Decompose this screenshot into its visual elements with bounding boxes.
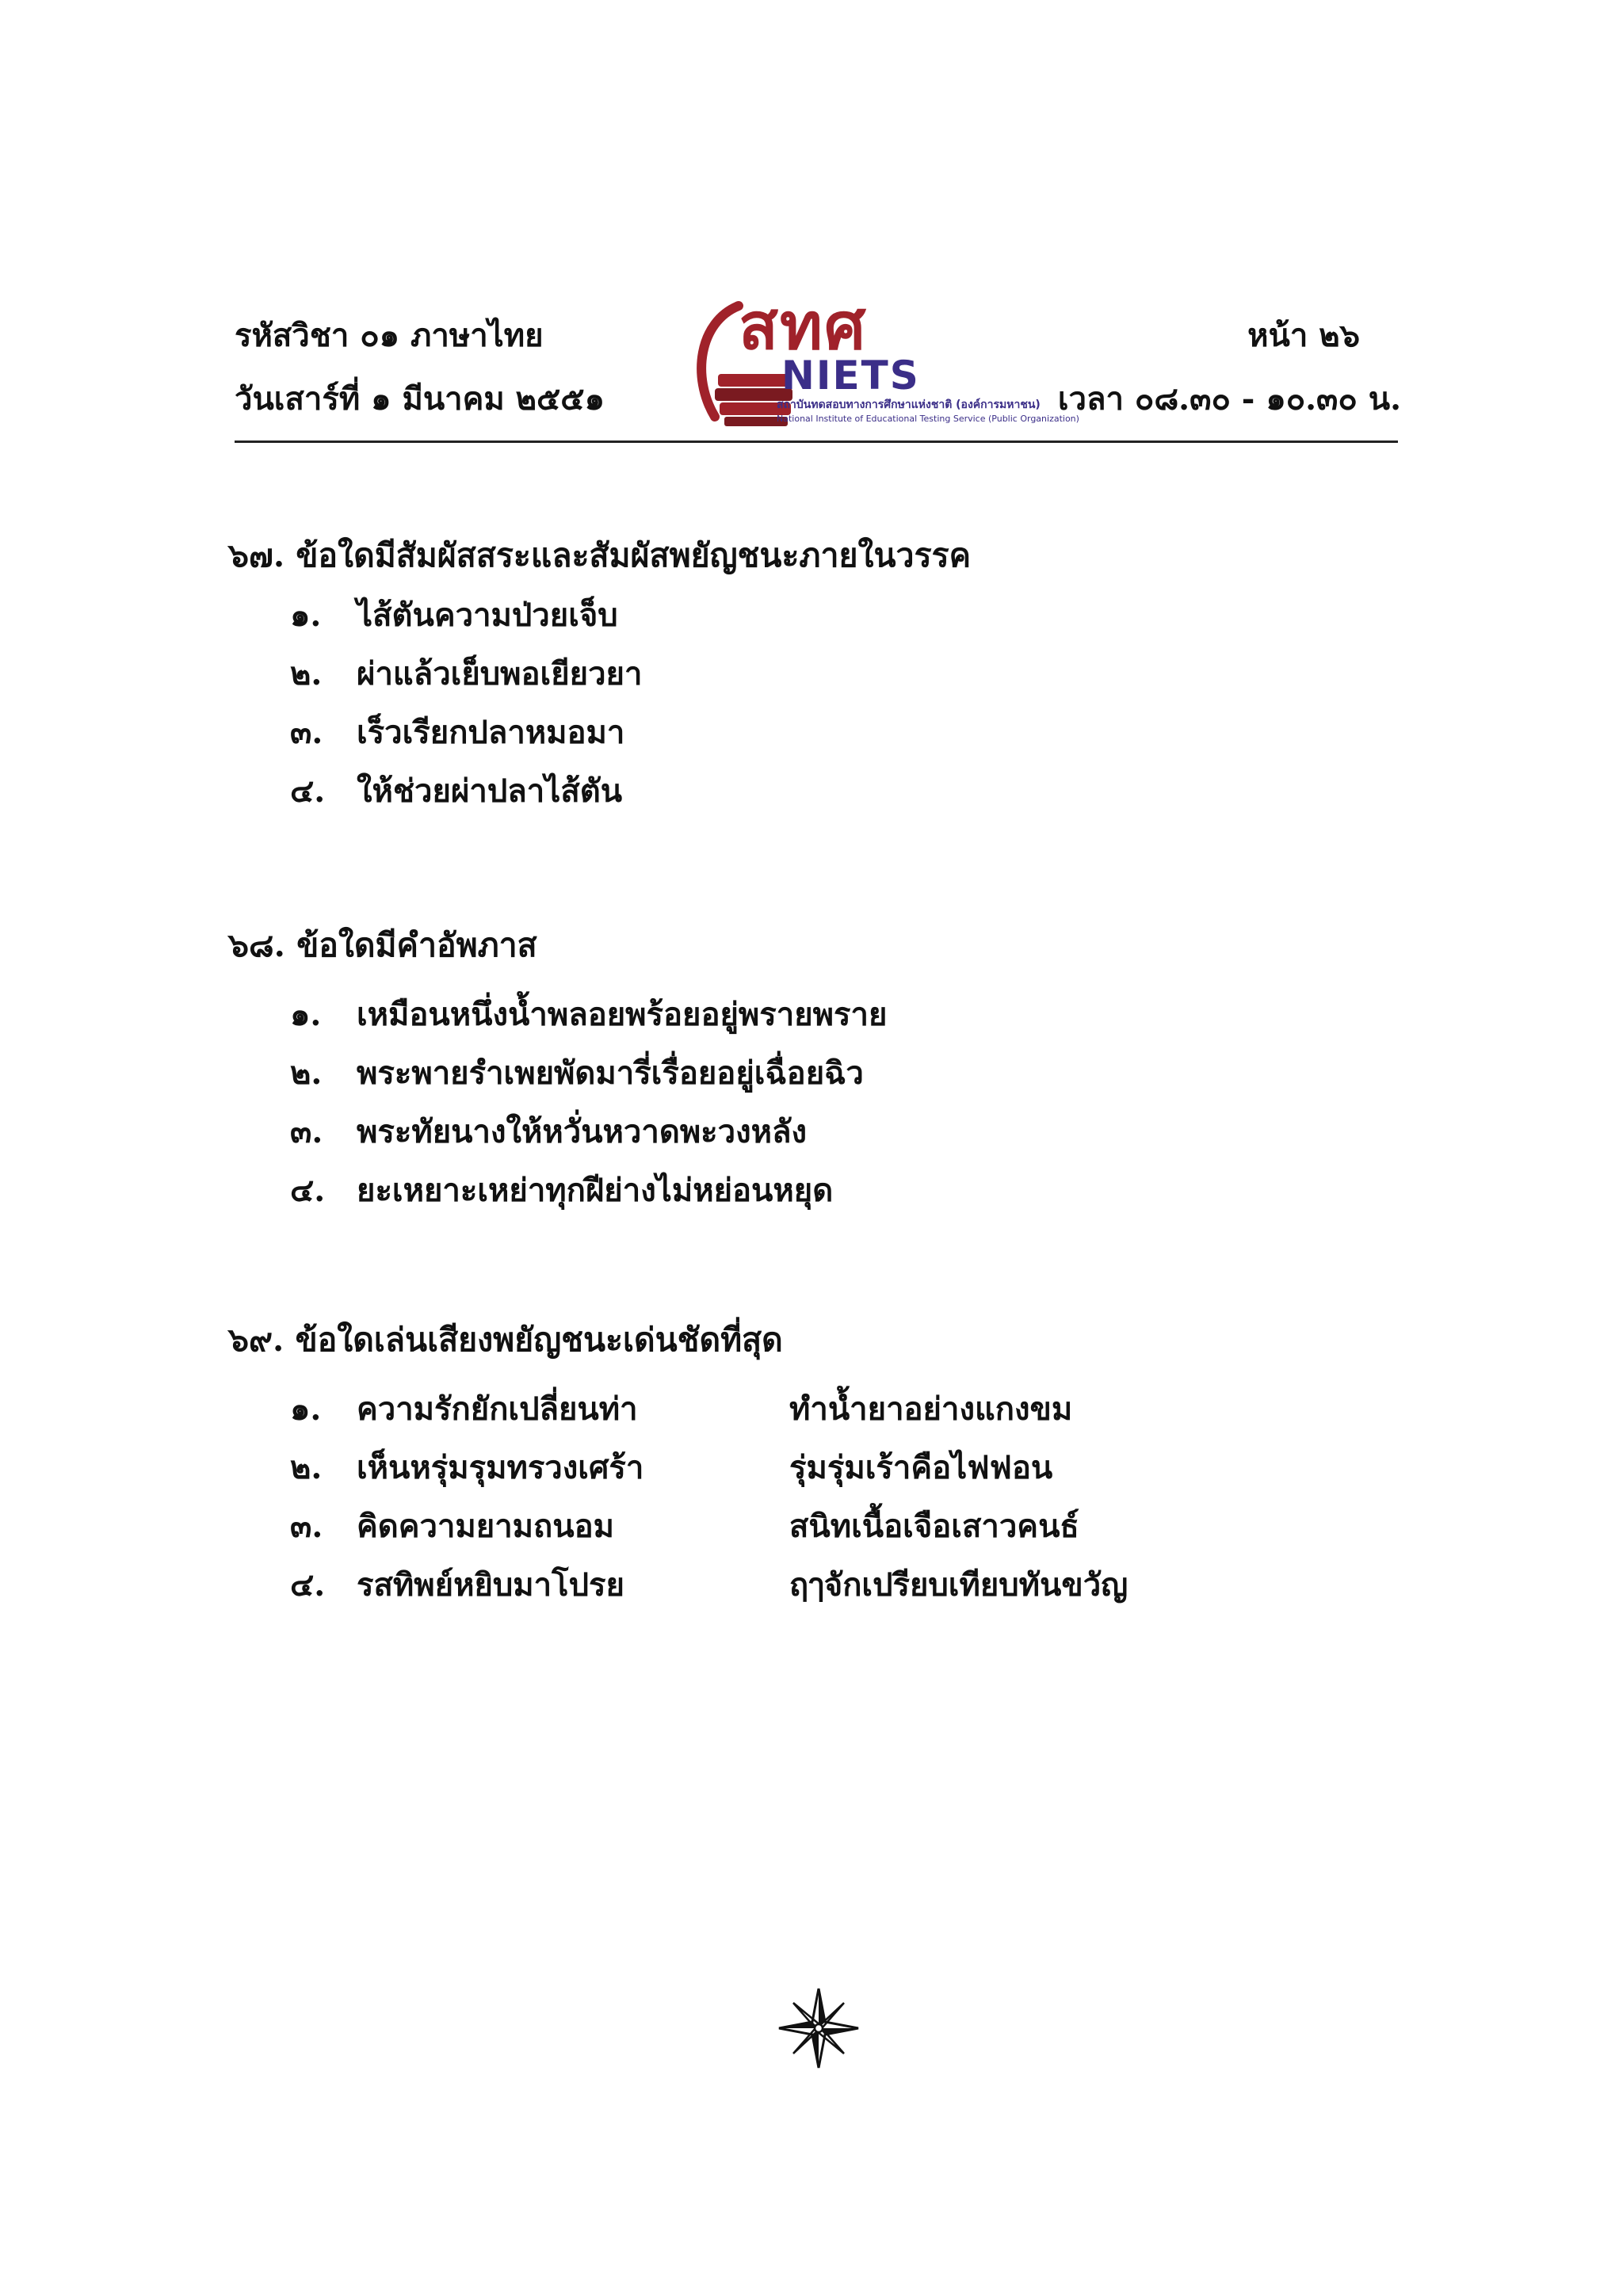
question-stem: ๖๗. ข้อใดมีสัมผัสสระและสัมผัสพยัญชนะภายในวรรค [228,536,972,574]
choice-text-second-line: ทำน้ำยาอย่างแกงขม [789,1390,1073,1428]
choice-option [290,713,624,753]
choice-number: ๒. [290,1055,323,1092]
page-number: หน้า ๒๖ [1247,317,1360,354]
choice-text: รสทิพย์หยิบมาโปรย [357,1566,624,1604]
exam-date: วันเสาร์ที่ ๑ มีนาคม ๒๕๕๑ [235,380,605,418]
choice-option [290,1112,807,1152]
choice-text: ความรักยักเปลี่ยนท่า [357,1390,638,1428]
choice-number: ๔. [290,1566,326,1604]
choice-option [290,995,887,1035]
compass-star-icon [777,1987,860,2069]
choice-text: เร็วเรียกปลาหมอมา [357,714,625,751]
niets-logo [683,289,1079,431]
choice-option [290,772,622,811]
choice-option [290,1566,624,1605]
logo-wordmark-en: NIETS [781,353,920,399]
choice-number: ๒. [290,1449,323,1486]
choice-text: ให้ช่วยผ่าปลาไส้ตัน [357,772,623,810]
choice-option [290,1507,614,1547]
choice-number: ๓. [290,1113,323,1150]
choice-text-second-line: สนิทเนื้อเจือเสาวคนธ์ [789,1508,1079,1545]
choice-option [290,596,618,635]
choice-number: ๑. [290,1390,322,1428]
logo-org-en: National Institute of Educational Testing Service (Public Organization) [777,414,1079,424]
subject-code: รหัสวิชา ๐๑ ภาษาไทย [235,317,544,354]
logo-org-thai: สถาบันทดสอบทางการศึกษาแห่งชาติ (องค์การมหาชน) [777,399,1041,411]
logo-wordmark-thai: สทศ [739,289,868,364]
question-stem: ๖๙. ข้อใดเล่นเสียงพยัญชนะเด่นชัดที่สุด [228,1321,783,1359]
choice-number: ๑. [290,996,322,1033]
exam-time: เวลา ๐๘.๓๐ - ๑๐.๓๐ น. [1057,380,1401,418]
choice-text: เหมือนหนึ่งน้ำพลอยพร้อยอยู่พรายพราย [357,996,888,1033]
choice-option [290,1054,864,1093]
choice-text: เห็นหรุ่มรุมทรวงเศร้า [357,1449,644,1486]
choice-text: พระทัยนางให้หวั่นหวาดพะวงหลัง [357,1113,808,1150]
choice-number: ๔. [290,1172,326,1209]
choice-number: ๓. [290,1508,323,1545]
choice-text: ไส้ตันความป่วยเจ็บ [357,597,618,634]
choice-text: คิดความยามถนอม [357,1508,614,1545]
choice-option [290,654,642,694]
choice-text-second-line: ฤๅจักเปรียบเทียบทันขวัญ [789,1566,1128,1604]
choice-option [290,1171,833,1211]
choice-number: ๒. [290,655,323,692]
question-stem: ๖๘. ข้อใดมีคำอัพภาส [228,926,537,964]
choice-number: ๓. [290,714,323,751]
choice-option [290,1448,643,1488]
choice-text: ยะเหยาะเหย่าทุกฝีย่างไม่หย่อนหยุด [357,1172,834,1209]
choice-number: ๑. [290,597,322,634]
choice-option [290,1390,638,1429]
choice-text-second-line: รุ่มรุ่มเร้าคือไฟฟอน [789,1449,1053,1486]
choice-text: ผ่าแล้วเย็บพอเยียวยา [357,655,643,692]
header-divider [235,441,1398,443]
choice-number: ๔. [290,772,326,810]
choice-text: พระพายรำเพยพัดมารี่เรื่อยอยู่เฉื่อยฉิว [357,1055,864,1092]
